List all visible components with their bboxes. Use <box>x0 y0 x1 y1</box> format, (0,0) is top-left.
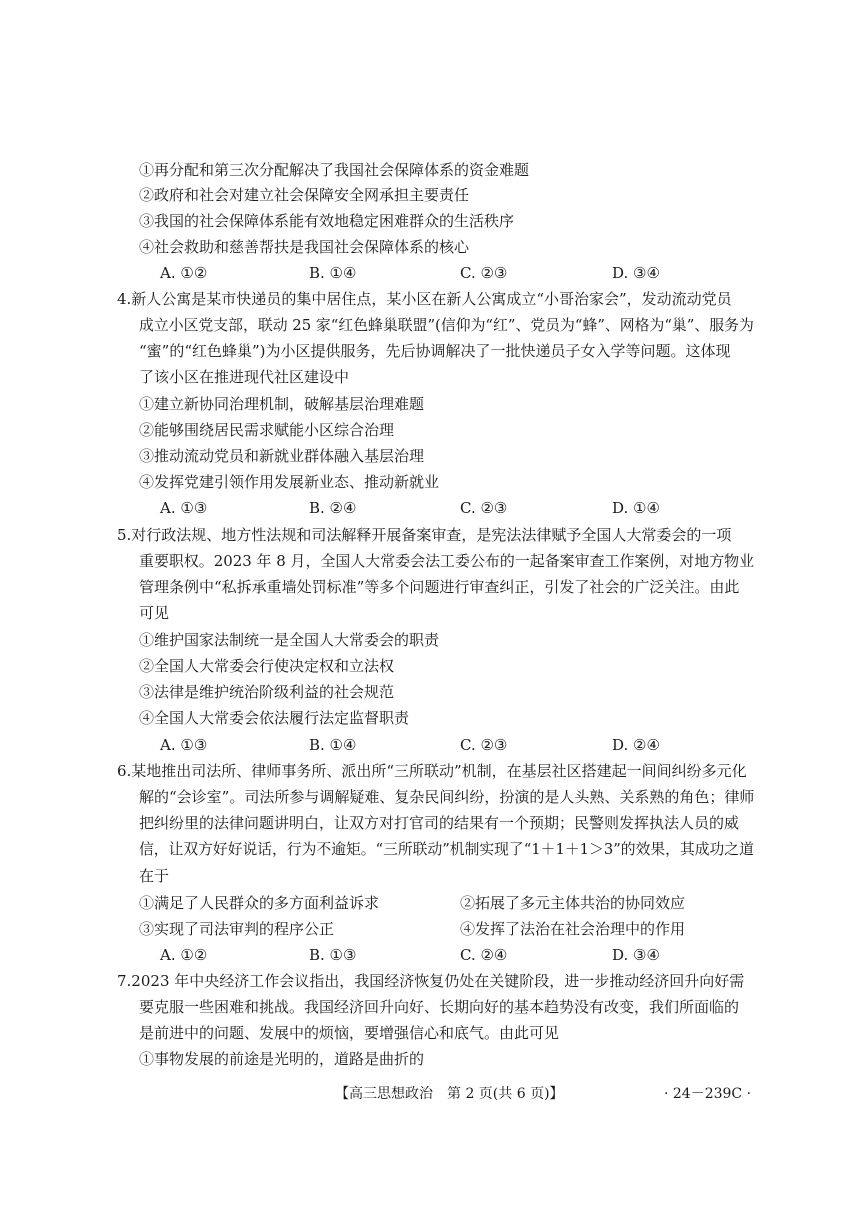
intro-choice-a: A. ①② <box>160 264 208 282</box>
q4-line-4: 了该小区在推进现代社区建设中 <box>139 368 350 386</box>
q4-line-3: “蜜”的“红色蜂巢”)为小区提供服务，先后协调解决了一批快递员子女入学等问题。这体现 <box>139 342 731 360</box>
q7-line-3: 是前进中的问题、发展中的烦恼，要增强信心和底气。由此可见 <box>139 1024 560 1042</box>
q4-statement-1: ①建立新协同治理机制，破解基层治理难题 <box>139 395 425 413</box>
q4-choice-a: A. ①③ <box>160 499 208 517</box>
intro-statement-1: ①再分配和第三次分配解决了我国社会保障体系的资金难题 <box>139 161 530 179</box>
q5-line-2: 重要职权。2023 年 8 月，全国人大常委会法工委公布的一起备案审查工作案例，对地方物业 <box>139 552 755 570</box>
q4-statement-4: ④发挥党建引领作用发展新业态、推动新就业 <box>139 473 440 491</box>
intro-statement-4: ④社会救助和慈善帮扶是我国社会保障体系的核心 <box>139 238 470 256</box>
q5-line-4: 可见 <box>139 604 170 622</box>
q7-line-2: 要克服一些困难和挑战。我国经济回升向好、长期向好的基本趋势没有改变，我们所面临的 <box>139 998 740 1016</box>
q6-line-2: 解的“会诊室”。司法所参与调解疑难、复杂民间纠纷，扮演的是人头熟、关系熟的角色；律师 <box>139 788 755 806</box>
q4-statement-3: ③推动流动党员和新就业群体融入基层治理 <box>139 447 425 465</box>
intro-statement-3: ③我国的社会保障体系能有效地稳定困难群众的生活秩序 <box>139 212 515 230</box>
q5-choice-c: C. ②③ <box>460 736 508 754</box>
q6-line-5: 在于 <box>139 867 170 885</box>
q4-choice-b: B. ②④ <box>309 499 357 517</box>
q6-statement-2: ②拓展了多元主体共治的协同效应 <box>460 894 686 912</box>
q5-line-1: 5.对行政法规、地方性法规和司法解释开展备案审查，是宪法法律赋予全国人大常委会的一项 <box>117 526 732 544</box>
q5-line-3: 管理条例中“私拆承重墙处罚标准”等多个问题进行审查纠正，引发了社会的广泛关注。由此 <box>139 578 740 596</box>
q4-choice-d: D. ①④ <box>612 499 660 517</box>
intro-choice-d: D. ③④ <box>612 264 660 282</box>
q4-line-2: 成立小区党支部，联动 25 家“红色蜂巢联盟”(信仰为“红”、党员为“蜂”、网格为“巢”、服务为 <box>139 316 754 334</box>
q6-line-4: 信，让双方好好说话，行为不逾矩。“三所联动”机制实现了“1＋1＋1＞3”的效果，其成功之道 <box>139 840 754 858</box>
q5-statement-2: ②全国人大常委会行使决定权和立法权 <box>139 657 395 675</box>
intro-choice-b: B. ①④ <box>309 264 357 282</box>
q5-choice-b: B. ①④ <box>309 736 357 754</box>
q5-statement-1: ①维护国家法制统一是全国人大常委会的职责 <box>139 631 440 649</box>
q6-statement-4: ④发挥了法治在社会治理中的作用 <box>460 920 686 938</box>
q4-choice-c: C. ②③ <box>460 499 508 517</box>
footer-code: · 24－239C · <box>664 1086 752 1102</box>
q6-statement-1: ①满足了人民群众的多方面利益诉求 <box>139 894 380 912</box>
q6-line-3: 把纠纷里的法律问题讲明白，让双方对打官司的结果有一个预期；民警则发挥执法人员的威 <box>139 814 740 832</box>
q5-statement-4: ④全国人大常委会依法履行法定监督职责 <box>139 709 410 727</box>
q4-line-1: 4.新人公寓是某市快递员的集中居住点，某小区在新人公寓成立“小哥治家会”，发动流动党员 <box>117 290 732 308</box>
intro-statement-2: ②政府和社会对建立社会保障安全网承担主要责任 <box>139 186 470 204</box>
q6-choice-c: C. ②④ <box>460 946 508 964</box>
intro-choice-c: C. ②③ <box>460 264 508 282</box>
q6-choice-a: A. ①② <box>160 946 208 964</box>
q6-statement-3: ③实现了司法审判的程序公正 <box>139 920 335 938</box>
q5-statement-3: ③法律是维护统治阶级利益的社会规范 <box>139 683 395 701</box>
q7-line-1: 7.2023 年中央经济工作会议指出，我国经济恢复仍处在关键阶段，进一步推动经济回升向好需 <box>117 972 745 990</box>
q5-choice-d: D. ②④ <box>612 736 660 754</box>
q6-choice-b: B. ①③ <box>309 946 357 964</box>
footer-page-label: 【高三思想政治 第 2 页(共 6 页)】 <box>335 1086 564 1102</box>
q5-choice-a: A. ①③ <box>160 736 208 754</box>
q6-line-1: 6.某地推出司法所、律师事务所、派出所“三所联动”机制，在基层社区搭建起一间间纠纷多元化 <box>117 762 747 780</box>
q6-choice-d: D. ③④ <box>612 946 660 964</box>
q7-statement-1: ①事物发展的前途是光明的，道路是曲折的 <box>139 1050 425 1068</box>
q4-statement-2: ②能够围绕居民需求赋能小区综合治理 <box>139 421 395 439</box>
